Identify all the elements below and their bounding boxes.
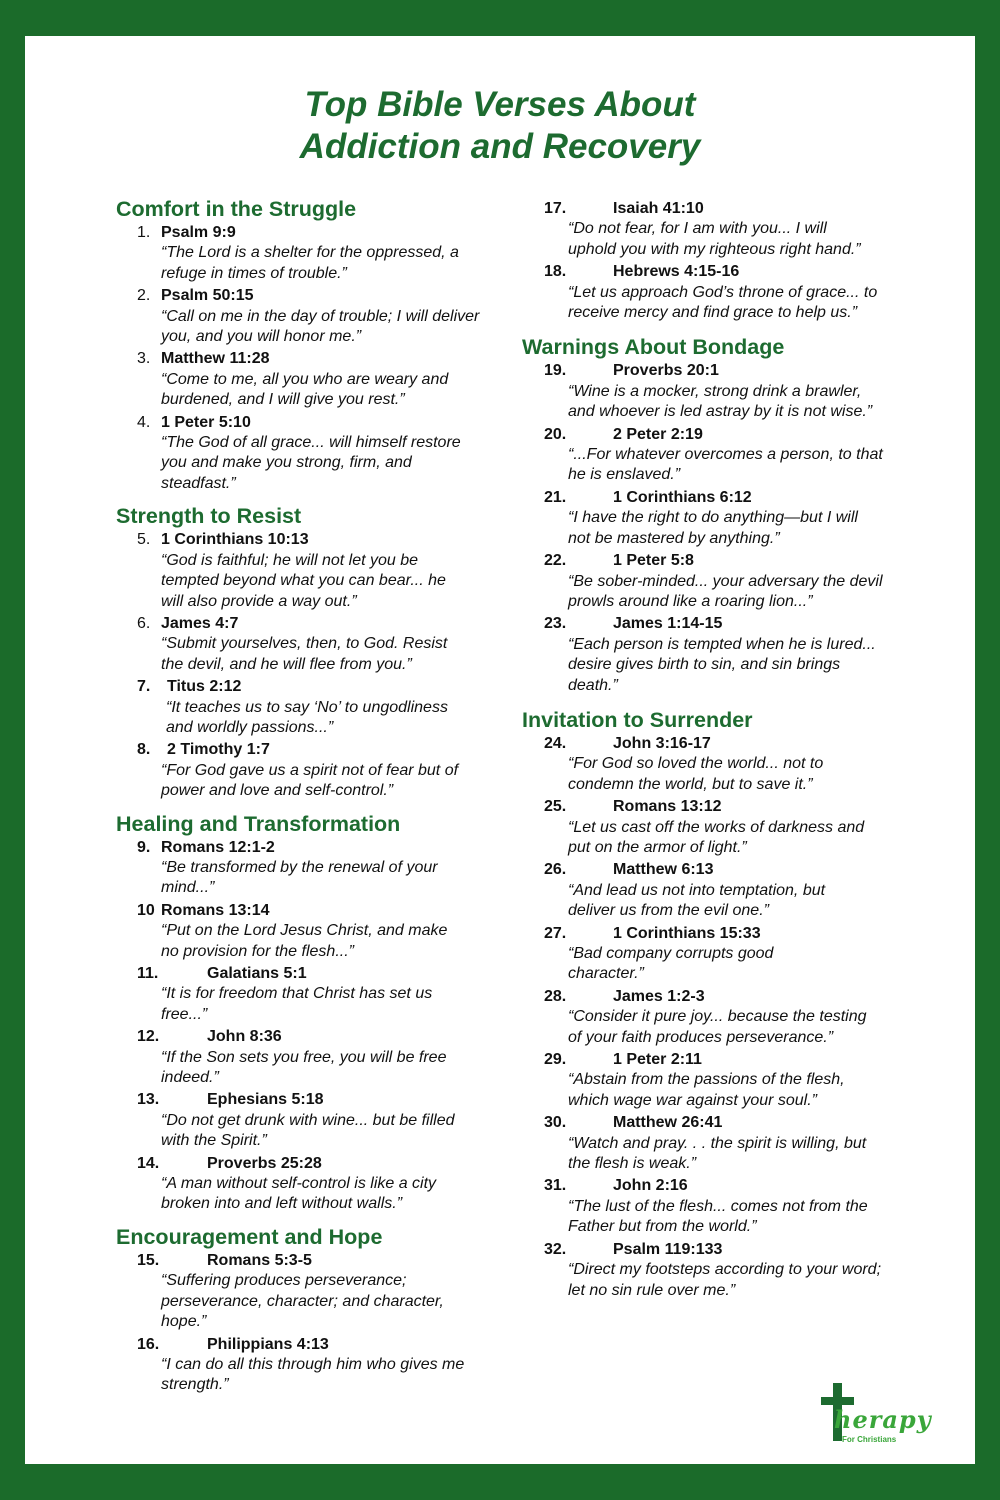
- verse-quote: “The lust of the flesh... comes not from the Father but from the world.”: [568, 1197, 868, 1236]
- verse-quote: “Let us cast off the works of darkness and put on the armor of light.”: [568, 818, 865, 856]
- verse-reference: Ephesians 5:18: [207, 1091, 324, 1109]
- verse-quote: “Wine is a mocker, strong drink a brawler, and whoever is led astray by it is not wise.”: [568, 382, 873, 421]
- section-comfort: [116, 196, 516, 494]
- verse-item: [522, 987, 922, 1048]
- verse-number: 14.: [137, 1154, 160, 1172]
- verse-number: 1.: [137, 224, 151, 241]
- verse-item: [522, 262, 922, 323]
- verse-reference: Matthew 11:28: [161, 350, 270, 368]
- verse-number: 4.: [137, 413, 151, 431]
- verse-quote: “It teaches us to say ‘No’ to ungodliness and worldly passions...”: [166, 698, 448, 736]
- verse-reference: 2 Peter 2:19: [613, 425, 703, 443]
- verse-item: [522, 425, 922, 486]
- verse-reference: Titus 2:12: [167, 678, 242, 696]
- verse-reference: Philippians 4:13: [207, 1335, 329, 1353]
- verse-number: 13.: [137, 1091, 160, 1109]
- verse-quote: “If the Son sets you free, you will be free indeed.”: [161, 1048, 447, 1087]
- verse-item: [116, 349, 516, 410]
- verse-item: [116, 677, 516, 738]
- verse-number: 21.: [544, 488, 567, 506]
- verse-number: 16.: [137, 1335, 160, 1353]
- section-encouragement: [116, 1224, 516, 1396]
- verse-number: 15.: [137, 1251, 160, 1269]
- verse-number: 8.: [137, 741, 151, 759]
- verse-reference: 1 Peter 2:11: [613, 1051, 702, 1069]
- verse-quote: “Be sober-minded... your adversary the devil prowls around like a roaring lion...”: [568, 572, 883, 610]
- verse-quote: “Suffering produces perseverance; perseverance, character; and character, hope.”: [161, 1272, 444, 1331]
- verse-reference: John 2:16: [613, 1177, 688, 1195]
- verse-number: 6.: [137, 614, 151, 632]
- verse-reference: 1 Corinthians 15:33: [613, 924, 761, 942]
- verse-number: 25.: [544, 798, 567, 816]
- verse-reference: 1 Peter 5:8: [613, 552, 694, 570]
- verse-reference: 1 Corinthians 10:13: [161, 531, 309, 549]
- section-heading: Comfort in the Struggle: [116, 197, 357, 221]
- verse-number: 31.: [544, 1177, 567, 1195]
- title-line-1: Top Bible Verses About: [304, 85, 696, 124]
- verse-quote: “Put on the Lord Jesus Christ, and make no provision for the flesh...”: [161, 922, 448, 960]
- verse-quote: “Watch and pray. . . the spirit is willing, but the flesh is weak.”: [568, 1134, 867, 1173]
- verse-number: 29.: [544, 1051, 567, 1069]
- therapy-logo: [818, 1381, 932, 1451]
- verse-item: [116, 1154, 516, 1215]
- verse-number: 22.: [544, 552, 567, 570]
- section-heading: Invitation to Surrender: [522, 707, 753, 732]
- verse-reference: Psalm 119:133: [613, 1240, 723, 1258]
- section-heading: Warnings About Bondage: [522, 335, 785, 360]
- section-healing: [116, 811, 516, 1215]
- verse-number: 9.: [137, 838, 151, 856]
- verse-quote: “Bad company corrupts good character.”: [568, 945, 774, 983]
- verse-quote: “Do not get drunk with wine... but be filled with the Spirit.”: [161, 1111, 455, 1150]
- verse-item: [522, 924, 922, 985]
- verse-quote: “The God of all grace... will himself restore you and make you strong, firm, and steadfast.”: [161, 434, 461, 492]
- verse-reference: Hebrews 4:15-16: [613, 263, 740, 281]
- verse-number: 19.: [544, 362, 567, 380]
- verse-item: [522, 1113, 922, 1174]
- verse-quote: “Be transformed by the renewal of your mind...”: [161, 858, 438, 897]
- verse-item: [522, 361, 922, 422]
- verse-number: 10: [137, 901, 155, 919]
- verse-reference: 2 Timothy 1:7: [167, 741, 270, 759]
- verse-quote: “Come to me, all you who are weary and burdened, and I will give you rest.”: [161, 370, 449, 409]
- verse-quote: “And lead us not into temptation, but deliver us from the evil one.”: [568, 881, 826, 920]
- verse-item: [522, 614, 922, 696]
- verse-item: [116, 530, 516, 612]
- verse-number: 30.: [544, 1114, 567, 1132]
- section-surrender: [522, 707, 922, 1301]
- verse-reference: Romans 12:1-2: [161, 838, 275, 856]
- poster-page: [25, 36, 975, 1464]
- verse-reference: Psalm 9:9: [161, 224, 236, 241]
- right-column: [522, 199, 922, 1312]
- verse-quote: “The Lord is a shelter for the oppressed, a refuge in times of trouble.”: [161, 244, 459, 282]
- logo-wordmark: herapy: [834, 1405, 932, 1434]
- verse-number: 28.: [544, 987, 567, 1005]
- verse-item: [116, 1027, 516, 1088]
- verse-quote: “I have the right to do anything—but I will not be mastered by anything.”: [568, 509, 858, 547]
- verse-reference: James 1:2-3: [613, 987, 705, 1005]
- verse-item: [522, 551, 922, 612]
- verse-item: [522, 199, 922, 260]
- verse-item: [522, 1176, 922, 1237]
- verse-item: [116, 1335, 516, 1396]
- verse-reference: John 3:16-17: [613, 734, 711, 752]
- verse-item: [522, 860, 922, 921]
- verse-reference: Proverbs 20:1: [613, 362, 719, 380]
- verse-number: 20.: [544, 425, 567, 443]
- section-strength: [116, 503, 516, 801]
- verse-quote: “Each person is tempted when he is lured... desire gives birth to sin, and sin brings death.”: [568, 635, 876, 694]
- verse-number: 24.: [544, 734, 567, 752]
- verse-number: 2.: [137, 287, 151, 305]
- verse-quote: “Consider it pure joy... because the testing of your faith produces perseverance.”: [568, 1008, 867, 1046]
- verse-quote: “Do not fear, for I am with you... I will uphold you with my righteous right hand.”: [568, 220, 861, 258]
- verse-item: [522, 734, 922, 795]
- verse-item: [116, 1090, 516, 1151]
- verse-quote: “I can do all this through him who gives me strength.”: [161, 1355, 465, 1394]
- verse-reference: Romans 5:3-5: [207, 1251, 312, 1269]
- verse-quote: “A man without self-control is like a city broken into and left without walls.”: [161, 1175, 437, 1213]
- title-line-2: Addiction and Recovery: [299, 127, 701, 166]
- verse-reference: John 8:36: [207, 1028, 282, 1046]
- section-heading: Encouragement and Hope: [116, 1224, 383, 1249]
- verse-reference: Galatians 5:1: [207, 965, 307, 982]
- verse-number: 12.: [137, 1028, 160, 1046]
- verse-item: [522, 797, 922, 858]
- verse-quote: “For God so loved the world... not to condemn the world, but to save it.”: [568, 755, 824, 793]
- verse-reference: Romans 13:12: [613, 798, 722, 816]
- verse-item: [116, 223, 516, 284]
- verse-item: [116, 901, 516, 962]
- verse-reference: Romans 13:14: [161, 901, 270, 919]
- verse-number: 18.: [544, 263, 567, 281]
- verse-item: [116, 838, 516, 899]
- verse-item: [116, 964, 516, 1025]
- verse-item: [116, 286, 516, 347]
- verse-reference: 1 Peter 5:10: [161, 413, 251, 431]
- verse-reference: Psalm 50:15: [161, 287, 254, 305]
- verse-number: 26.: [544, 861, 567, 879]
- verse-number: 17.: [544, 200, 567, 217]
- verse-number: 32.: [544, 1240, 567, 1258]
- logo-subtitle: For Christians: [842, 1435, 897, 1444]
- verse-item: [522, 1050, 922, 1111]
- verse-quote: “Submit yourselves, then, to God. Resist the devil, and he will flee from you.”: [161, 635, 448, 673]
- verse-quote: “Let us approach God’s throne of grace... to receive mercy and find grace to help us.”: [568, 283, 878, 322]
- verse-quote: “It is for freedom that Christ has set us free...”: [161, 985, 433, 1023]
- verse-reference: James 4:7: [161, 614, 239, 632]
- page-title: [25, 84, 975, 168]
- section-warnings: [522, 334, 922, 696]
- verse-item: [522, 488, 922, 549]
- verse-reference: Isaiah 41:10: [613, 200, 704, 217]
- verse-quote: “Call on me in the day of trouble; I will deliver you, and you will honor me.”: [161, 307, 480, 346]
- verse-reference: Matthew 26:41: [613, 1114, 723, 1132]
- verse-number: 7.: [137, 678, 151, 696]
- verse-reference: Proverbs 25:28: [207, 1154, 322, 1172]
- verse-quote: “...For whatever overcomes a person, to that he is enslaved.”: [568, 446, 883, 484]
- section-encouragement-cont: [522, 199, 922, 323]
- verse-reference: 1 Corinthians 6:12: [613, 488, 752, 506]
- verse-item: [116, 740, 516, 801]
- verse-number: 27.: [544, 924, 567, 942]
- verse-number: 23.: [544, 615, 567, 633]
- verse-item: [116, 614, 516, 675]
- verse-quote: “God is faithful; he will not let you be tempted beyond what you can bear... he will also provide a way out.”: [161, 551, 446, 610]
- verse-number: 11.: [137, 965, 159, 982]
- verse-number: 5.: [137, 531, 151, 549]
- section-heading: Healing and Transformation: [116, 811, 401, 836]
- verse-quote: “Abstain from the passions of the flesh, which wage war against your soul.”: [568, 1071, 845, 1109]
- left-column: [116, 196, 516, 1405]
- verse-reference: James 1:14-15: [613, 615, 723, 633]
- verse-quote: “For God gave us a spirit not of fear but of power and love and self-control.”: [161, 761, 459, 800]
- verse-reference: Matthew 6:13: [613, 861, 714, 879]
- section-heading: Strength to Resist: [116, 504, 302, 529]
- verse-item: [522, 1240, 922, 1301]
- verse-number: 3.: [137, 350, 151, 368]
- verse-quote: “Direct my footsteps according to your word; let no sin rule over me.”: [568, 1261, 882, 1299]
- verse-item: [116, 1251, 516, 1333]
- verse-item: [116, 413, 516, 495]
